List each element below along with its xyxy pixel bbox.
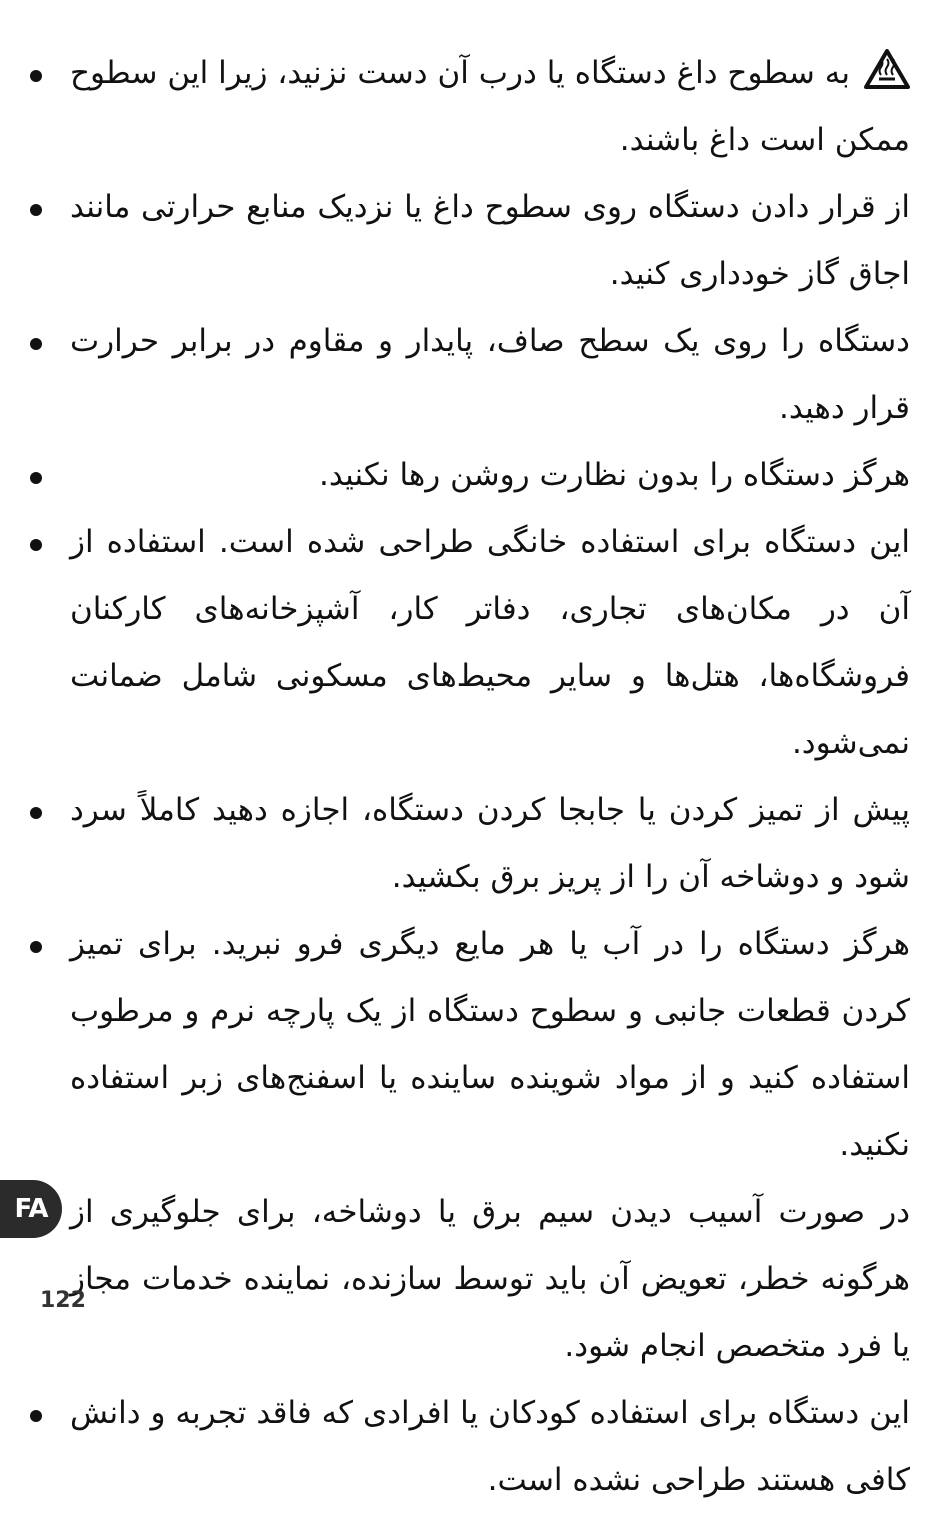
language-tab-label: FA bbox=[14, 1194, 48, 1224]
language-tab bbox=[0, 1180, 62, 1238]
bullet-icon bbox=[30, 70, 42, 82]
bullet-text-9: این دستگاه برای استفاده کودکان یا افرادی که فاقد تجربه و دانش کافی هستند طراحی نشده است. bbox=[70, 1395, 910, 1498]
bullet-text-7: هرگز دستگاه را در آب یا هر مایع دیگری فرو نبرید. برای تمیز کردن قطعات جانبی و سطوح دستگاه از یک پارچه نرم و مرطوب استفاده کنید و از مواد شوینده ساینده یا اسفنج‌های زبر استفاده نکنید. bbox=[70, 926, 910, 1163]
bullet-text-4: هرگز دستگاه را بدون نظارت روشن رها نکنید. bbox=[319, 457, 910, 493]
bullet-text-3: دستگاه را روی یک سطح صاف، پایدار و مقاوم در برابر حرارت قرار دهید. bbox=[70, 323, 910, 426]
list-item bbox=[30, 509, 910, 777]
bullet-icon bbox=[30, 472, 42, 484]
list-item bbox=[30, 1380, 910, 1514]
bullet-icon bbox=[30, 807, 42, 819]
bullet-text-1: به سطوح داغ دستگاه یا درب آن دست نزنید، زیرا این سطوح ممکن است داغ باشند. bbox=[70, 55, 910, 158]
bullet-icon bbox=[30, 1410, 42, 1422]
bullet-text-6: پیش از تمیز کردن یا جابجا کردن دستگاه، اجازه دهید کاملاً سرد شود و دوشاخه آن را از پریز برق بکشید. bbox=[70, 792, 910, 895]
list-item bbox=[30, 308, 910, 442]
hot-surface-warning-icon bbox=[864, 49, 910, 89]
bullet-text bbox=[70, 40, 910, 174]
list-item bbox=[30, 40, 910, 174]
list-item bbox=[30, 442, 910, 509]
list-item bbox=[30, 174, 910, 308]
bullet-icon bbox=[30, 338, 42, 350]
bullet-text-2: از قرار دادن دستگاه روی سطوح داغ یا نزدیک منابع حرارتی مانند اجاق گاز خودداری کنید. bbox=[70, 189, 910, 292]
list-item bbox=[30, 911, 910, 1179]
bullet-icon bbox=[30, 204, 42, 216]
page-number: 122 bbox=[40, 1288, 86, 1313]
bullet-icon bbox=[30, 539, 42, 551]
bullet-text-5: این دستگاه برای استفاده خانگی طراحی شده است. استفاده از آن در مکان‌های تجاری، دفاتر کار، آشپزخانه‌های کارکنان فروشگاه‌ها، هتل‌ها و سایر محیط‌های مسکونی شامل ضمانت نمی‌شود. bbox=[70, 524, 910, 761]
bullet-icon bbox=[30, 941, 42, 953]
safety-instructions-list bbox=[30, 40, 910, 1514]
list-item bbox=[30, 1179, 910, 1380]
list-item bbox=[30, 777, 910, 911]
bullet-text-8: در صورت آسیب دیدن سیم برق یا دوشاخه، برای جلوگیری از هرگونه خطر، تعویض آن باید توسط سازنده، نماینده خدمات مجاز یا فرد متخصص انجام شود. bbox=[70, 1194, 910, 1364]
